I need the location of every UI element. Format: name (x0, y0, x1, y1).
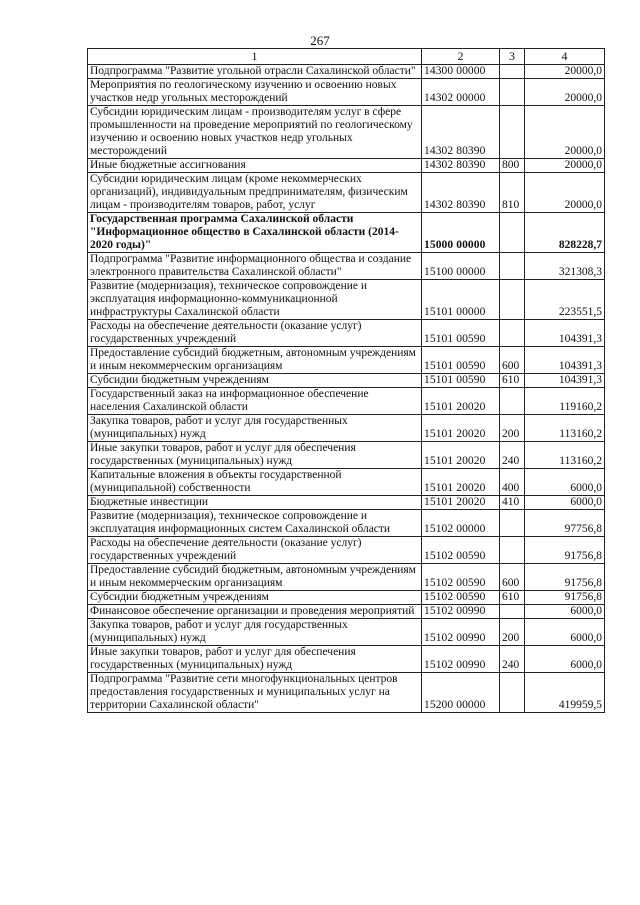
row-amount-cell: 113160,2 (525, 415, 605, 442)
row-amount-cell: 91756,8 (525, 537, 605, 564)
header-amount: 4 (525, 49, 605, 65)
row-code-cell: 15101 20020 (422, 388, 500, 415)
table-row (88, 173, 605, 213)
row-code-cell: 15101 20020 (422, 442, 500, 469)
table-row (88, 374, 605, 388)
row-code-cell: 15101 20020 (422, 469, 500, 496)
table-row (88, 673, 605, 713)
row-kind-cell (500, 280, 525, 320)
row-code-cell: 14302 80390 (422, 106, 500, 159)
row-name-cell: Подпрограмма "Развитие информационного общества и создание электронного правительства Сахалинской области" (88, 253, 422, 280)
row-amount-cell: 6000,0 (525, 619, 605, 646)
row-name-cell: Расходы на обеспечение деятельности (оказание услуг) государственных учреждений (88, 537, 422, 564)
row-amount-cell: 6000,0 (525, 646, 605, 673)
table-row (88, 415, 605, 442)
row-name-cell: Развитие (модернизация), техническое сопровождение и эксплуатация информационно-коммуникационной инфраструктуры Сахалинской области (88, 280, 422, 320)
row-code-cell: 15100 00000 (422, 253, 500, 280)
row-name-cell: Иные закупки товаров, работ и услуг для обеспечения государственных (муниципальных) нужд (88, 442, 422, 469)
table-row (88, 537, 605, 564)
table-row (88, 213, 605, 253)
row-amount-cell: 104391,3 (525, 374, 605, 388)
row-name-cell: Субсидии бюджетным учреждениям (88, 591, 422, 605)
row-code-cell: 15200 00000 (422, 673, 500, 713)
row-code-cell: 15101 20020 (422, 496, 500, 510)
row-name-cell: Подпрограмма "Развитие сети многофункциональных центров предоставления государственных и муниципальных услуг на территории Сахалинской области" (88, 673, 422, 713)
row-amount-cell: 97756,8 (525, 510, 605, 537)
row-code-cell: 15102 00990 (422, 646, 500, 673)
row-amount-cell: 119160,2 (525, 388, 605, 415)
header-code: 2 (422, 49, 500, 65)
row-name-cell: Иные закупки товаров, работ и услуг для обеспечения государственных (муниципальных) нужд (88, 646, 422, 673)
row-amount-cell: 6000,0 (525, 496, 605, 510)
row-code-cell: 14302 80390 (422, 159, 500, 173)
row-amount-cell: 223551,5 (525, 280, 605, 320)
row-code-cell: 15101 00000 (422, 280, 500, 320)
row-name-cell: Мероприятия по геологическому изучению и освоению новых участков недр угольных месторождений (88, 79, 422, 106)
row-kind-cell: 600 (500, 347, 525, 374)
row-amount-cell: 91756,8 (525, 591, 605, 605)
row-amount-cell: 20000,0 (525, 173, 605, 213)
table-row (88, 280, 605, 320)
table-row (88, 510, 605, 537)
row-amount-cell: 20000,0 (525, 106, 605, 159)
row-name-cell: Субсидии юридическим лицам - производителям услуг в сфере промышленности на проведение мероприятий по геологическому изучению и освоению новых участков недр угольных месторождений (88, 106, 422, 159)
row-kind-cell: 400 (500, 469, 525, 496)
row-kind-cell: 200 (500, 415, 525, 442)
row-amount-cell: 104391,3 (525, 347, 605, 374)
row-kind-cell (500, 388, 525, 415)
row-name-cell: Предоставление субсидий бюджетным, автономным учреждениям и иным некоммерческим организациям (88, 564, 422, 591)
table-row (88, 496, 605, 510)
table-row (88, 442, 605, 469)
row-name-cell: Закупка товаров, работ и услуг для государственных (муниципальных) нужд (88, 415, 422, 442)
budget-table (87, 48, 605, 713)
row-kind-cell: 610 (500, 374, 525, 388)
row-amount-cell: 104391,3 (525, 320, 605, 347)
row-kind-cell: 800 (500, 159, 525, 173)
row-kind-cell (500, 605, 525, 619)
row-name-cell: Закупка товаров, работ и услуг для государственных (муниципальных) нужд (88, 619, 422, 646)
table-row (88, 469, 605, 496)
table-header-row (88, 49, 605, 65)
row-kind-cell (500, 213, 525, 253)
row-name-cell: Финансовое обеспечение организации и проведения мероприятий (88, 605, 422, 619)
row-name-cell: Иные бюджетные ассигнования (88, 159, 422, 173)
row-kind-cell: 410 (500, 496, 525, 510)
row-kind-cell (500, 673, 525, 713)
row-code-cell: 15102 00590 (422, 564, 500, 591)
table-row (88, 347, 605, 374)
row-amount-cell: 113160,2 (525, 442, 605, 469)
row-code-cell: 14302 00000 (422, 79, 500, 106)
row-code-cell: 15102 00990 (422, 605, 500, 619)
row-kind-cell (500, 510, 525, 537)
table-row (88, 605, 605, 619)
row-name-cell: Субсидии юридическим лицам (кроме некоммерческих организаций), индивидуальным предпринимателям, физическим лицам - производителям товаров, работ, услуг (88, 173, 422, 213)
row-amount-cell: 20000,0 (525, 65, 605, 79)
row-name-cell: Расходы на обеспечение деятельности (оказание услуг) государственных учреждений (88, 320, 422, 347)
row-code-cell: 15000 00000 (422, 213, 500, 253)
row-code-cell: 15101 00590 (422, 374, 500, 388)
table-row (88, 320, 605, 347)
table-row (88, 646, 605, 673)
row-kind-cell: 810 (500, 173, 525, 213)
row-kind-cell (500, 106, 525, 159)
row-amount-cell: 419959,5 (525, 673, 605, 713)
row-amount-cell: 91756,8 (525, 564, 605, 591)
table-row (88, 106, 605, 159)
row-name-cell: Государственная программа Сахалинской области "Информационное общество в Сахалинской области (2014-2020 годы)" (88, 213, 422, 253)
row-kind-cell (500, 65, 525, 79)
row-kind-cell: 240 (500, 442, 525, 469)
row-name-cell: Бюджетные инвестиции (88, 496, 422, 510)
row-name-cell: Субсидии бюджетным учреждениям (88, 374, 422, 388)
row-amount-cell: 6000,0 (525, 605, 605, 619)
row-kind-cell (500, 253, 525, 280)
row-name-cell: Капитальные вложения в объекты государственной (муниципальной) собственности (88, 469, 422, 496)
table-row (88, 159, 605, 173)
row-amount-cell: 20000,0 (525, 159, 605, 173)
row-kind-cell (500, 537, 525, 564)
row-code-cell: 15102 00590 (422, 537, 500, 564)
row-code-cell: 15101 20020 (422, 415, 500, 442)
table-row (88, 564, 605, 591)
header-name: 1 (88, 49, 422, 65)
table-row (88, 591, 605, 605)
row-kind-cell (500, 320, 525, 347)
table-body (88, 65, 605, 713)
row-name-cell: Государственный заказ на информационное обеспечение населения Сахалинской области (88, 388, 422, 415)
row-kind-cell (500, 79, 525, 106)
row-code-cell: 15101 00590 (422, 320, 500, 347)
row-code-cell: 14300 00000 (422, 65, 500, 79)
row-code-cell: 15102 00000 (422, 510, 500, 537)
table-row (88, 619, 605, 646)
page-number: 267 (310, 33, 330, 48)
row-amount-cell: 321308,3 (525, 253, 605, 280)
row-amount-cell: 20000,0 (525, 79, 605, 106)
table-row (88, 253, 605, 280)
row-kind-cell: 600 (500, 564, 525, 591)
table-row (88, 388, 605, 415)
row-code-cell: 15102 00590 (422, 591, 500, 605)
row-kind-cell: 240 (500, 646, 525, 673)
row-name-cell: Подпрограмма "Развитие угольной отрасли Сахалинской области" (88, 65, 422, 79)
row-kind-cell: 200 (500, 619, 525, 646)
row-code-cell: 15102 00990 (422, 619, 500, 646)
table-row (88, 65, 605, 79)
row-kind-cell: 610 (500, 591, 525, 605)
row-name-cell: Развитие (модернизация), техническое сопровождение и эксплуатация информационных систем Сахалинской области (88, 510, 422, 537)
row-code-cell: 15101 00590 (422, 347, 500, 374)
row-amount-cell: 6000,0 (525, 469, 605, 496)
header-kind: 3 (500, 49, 525, 65)
row-amount-cell: 828228,7 (525, 213, 605, 253)
row-name-cell: Предоставление субсидий бюджетным, автономным учреждениям и иным некоммерческим организациям (88, 347, 422, 374)
row-code-cell: 14302 80390 (422, 173, 500, 213)
table-row (88, 79, 605, 106)
